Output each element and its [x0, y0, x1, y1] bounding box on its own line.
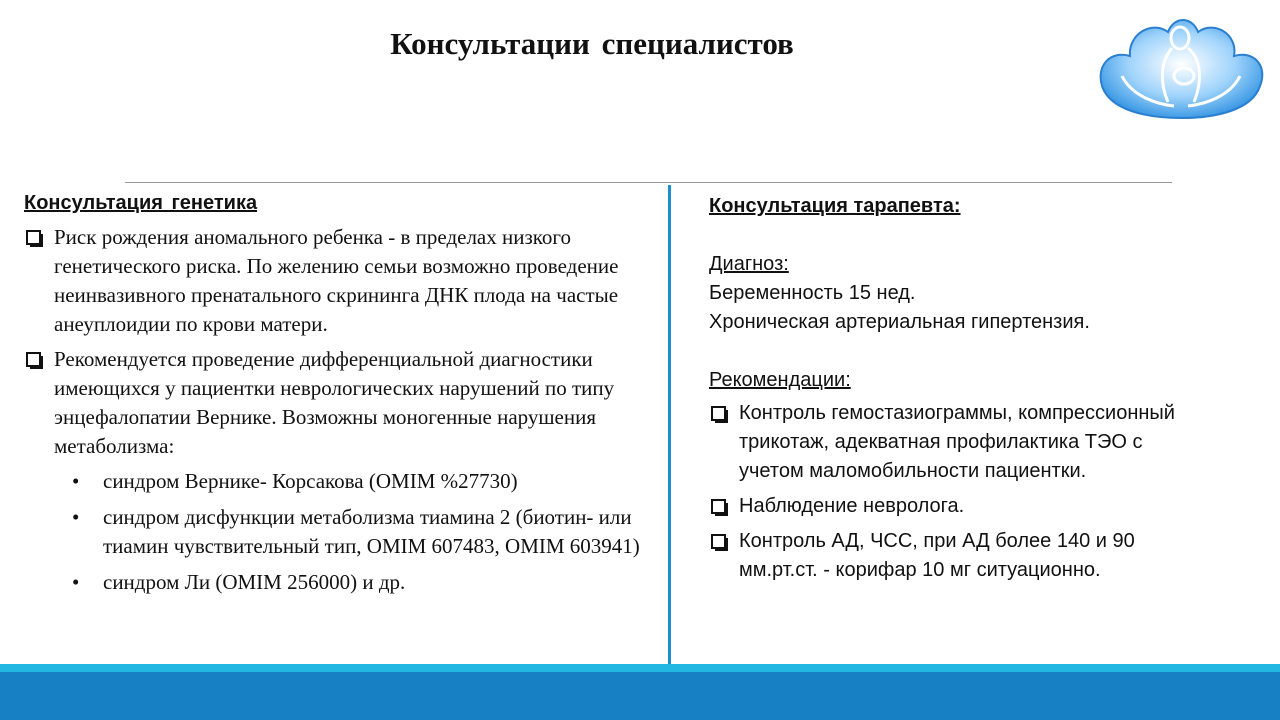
checkbox-bullet-icon [26, 230, 41, 245]
list-item-text: Контроль АД, ЧСС, при АД более 140 и 90 мм.рт.ст. - корифар 10 мг ситуационно. [739, 530, 1135, 581]
geneticist-section [24, 192, 664, 604]
geneticist-heading: Консультация генетика [24, 192, 258, 214]
checkbox-bullet-icon [26, 352, 41, 367]
checkbox-bullet-icon [711, 406, 726, 421]
list-item [709, 399, 1199, 486]
diagnosis-label: Диагноз: [709, 253, 789, 275]
list-item-text: Наблюдение невролога. [739, 495, 965, 517]
syndrome-item: • синдром Вернике- Корсакова (OMIM %27730) [24, 467, 664, 496]
list-item [709, 492, 1199, 521]
syndrome-list [24, 467, 664, 597]
list-item-text: Контроль гемостазиограммы, компрессионный трикотаж, адекватная профилактика ТЭО с учетом маломобильности пациентки. [739, 402, 1175, 482]
diagnosis-line: Беременность 15 нед. [709, 282, 916, 304]
mother-child-logo-icon [1094, 12, 1268, 124]
footer-bar [0, 672, 1280, 720]
syndrome-item: • синдром дисфункции метаболизма тиамина 2 (биотин- или тиамин чувствительный тип, OMIM 607483, OMIM 603941) [24, 503, 664, 561]
checkbox-bullet-icon [711, 534, 726, 549]
list-item [24, 223, 664, 339]
diagnosis-line: Хроническая артериальная гипертензия. [709, 311, 1090, 333]
therapist-heading: Консультация тарапевта: [709, 195, 961, 217]
footer-stripe [0, 664, 1280, 672]
list-item-text: Риск рождения аномального ребенка - в пределах низкого генетического риска. По желению семьи возможно проведение неинвазивного пренатального скрининга ДНК плода на частые анеуплоидии по крови матери. [54, 225, 619, 336]
checkbox-bullet-icon [711, 499, 726, 514]
therapist-section [709, 192, 1199, 591]
column-divider [668, 185, 671, 665]
syndrome-item: • синдром Ли (OMIM 256000) и др. [24, 568, 664, 597]
header-divider [125, 182, 1172, 183]
list-item [709, 527, 1199, 585]
page-title: Консультации специалистов [390, 26, 794, 61]
recommendations-label: Рекомендации: [709, 369, 851, 391]
list-item-text: Рекомендуется проведение дифференциальной диагностики имеющихся у пациентки неврологических нарушений по типу энцефалопатии Вернике. Возможны моногенные нарушения метаболизма: [54, 347, 615, 458]
list-item [24, 345, 664, 461]
